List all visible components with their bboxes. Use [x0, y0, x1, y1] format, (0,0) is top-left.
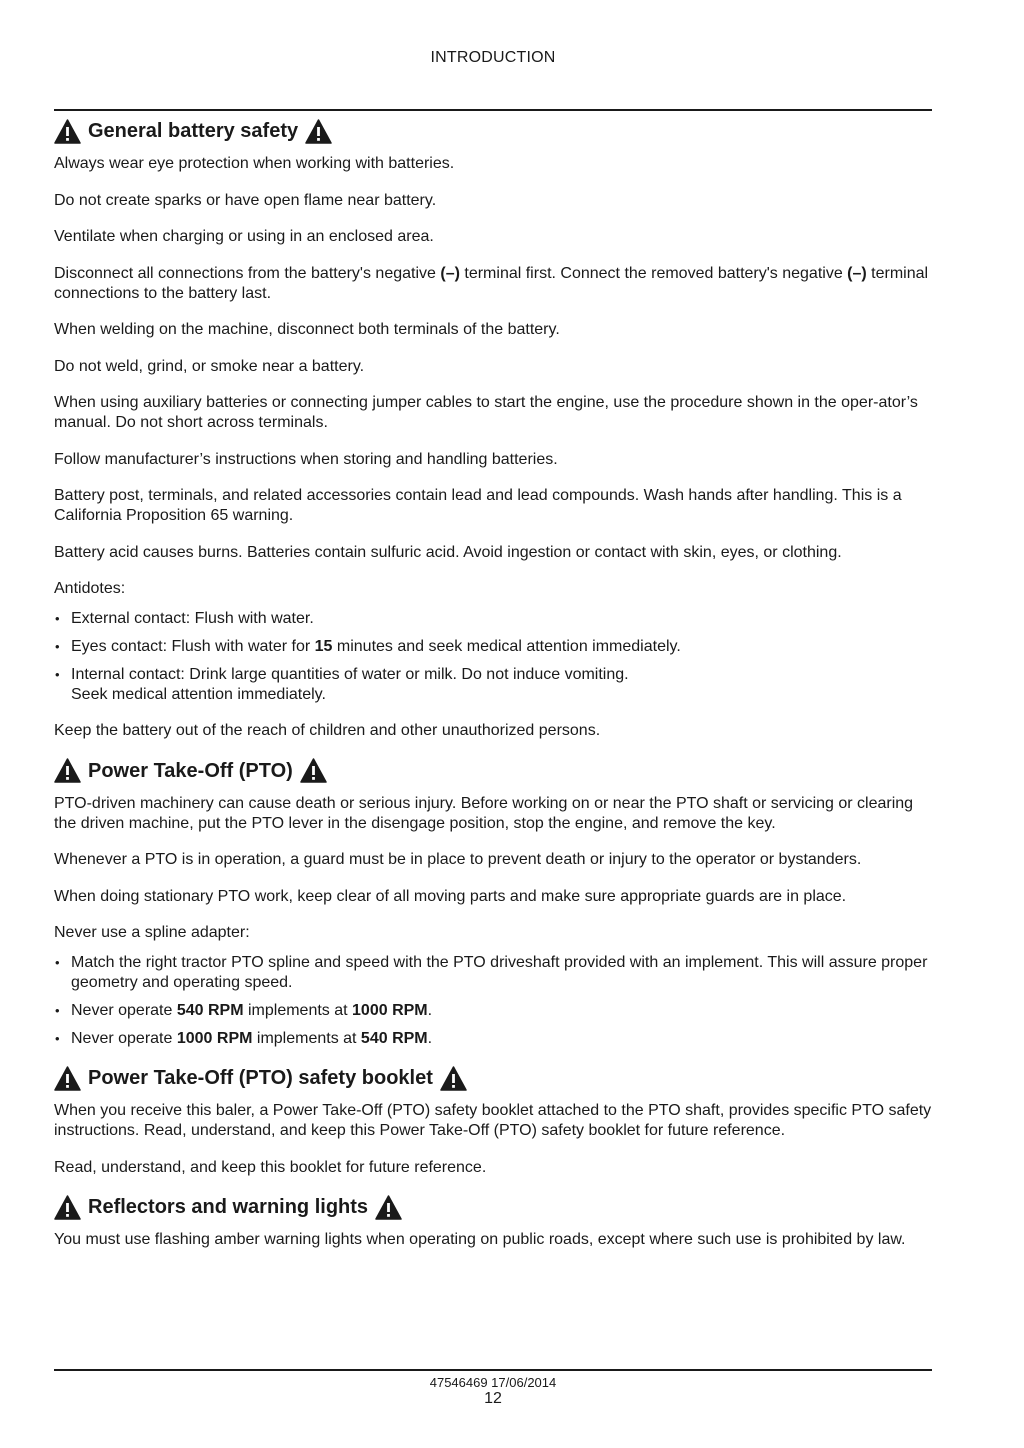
paragraph: When using auxiliary batteries or connecting jumper cables to start the engine, use the procedure shown in the oper-ator’s manual. Do not short across terminals.	[54, 394, 918, 431]
text-run: implements at	[243, 1001, 353, 1019]
section-heading	[54, 1065, 932, 1091]
text-run: .	[427, 1001, 433, 1019]
warning-triangle-icon	[54, 1066, 81, 1091]
section-heading	[54, 1194, 932, 1220]
bold-value: 540 RPM	[176, 1001, 244, 1019]
page-content	[54, 118, 932, 1267]
bold-symbol: (–)	[440, 264, 460, 282]
warning-triangle-icon	[54, 1195, 81, 1220]
paragraph: Ventilate when charging or using in an enclosed area.	[54, 228, 434, 245]
page-number: 12	[484, 1390, 502, 1407]
paragraph: Keep the battery out of the reach of children and other unauthorized persons.	[54, 722, 601, 739]
text-run: Never operate	[71, 1001, 177, 1019]
section-title: Power Take-Off (PTO) safety booklet	[88, 1067, 433, 1089]
list-item	[54, 1001, 932, 1021]
paragraph	[54, 264, 932, 304]
paragraph: Follow manufacturer’s instructions when storing and handling batteries.	[54, 450, 558, 468]
bold-value: 15	[314, 637, 333, 655]
text-run: terminal first. Connect the removed battery's negative	[459, 264, 848, 282]
paragraph: Do not weld, grind, or smoke near a battery.	[54, 357, 365, 375]
warning-triangle-icon	[300, 758, 327, 783]
warning-triangle-icon	[54, 119, 81, 144]
warning-triangle-icon	[54, 758, 81, 783]
section-title: Reflectors and warning lights	[88, 1196, 369, 1218]
paragraph: Never use a spline adapter:	[54, 924, 250, 941]
warning-triangle-icon	[305, 119, 332, 144]
header-divider	[54, 109, 932, 111]
paragraph: When welding on the machine, disconnect both terminals of the battery.	[54, 321, 560, 338]
text-run: implements at	[252, 1029, 361, 1047]
footer-divider	[54, 1369, 932, 1371]
section-heading	[54, 118, 932, 144]
section-general-battery-safety	[54, 118, 932, 741]
paragraph: You must use flashing amber warning lights when operating on public roads, except where such use is prohibited by law.	[54, 1231, 906, 1248]
section-title: General battery safety	[88, 120, 299, 142]
section-reflectors-warning-lights	[54, 1194, 932, 1250]
text-run: Never operate	[71, 1029, 177, 1047]
text-run: Seek medical attention immediately.	[71, 685, 326, 703]
antidotes-list	[54, 609, 932, 705]
section-title: Power Take-Off (PTO)	[88, 759, 293, 782]
paragraph: When doing stationary PTO work, keep clear of all moving parts and make sure appropriate guards are in place.	[54, 887, 847, 905]
list-item	[54, 665, 932, 705]
paragraph: Whenever a PTO is in operation, a guard must be in place to prevent death or injury to the operator or bystanders.	[54, 851, 862, 868]
paragraph: When you receive this baler, a Power Take-Off (PTO) safety booklet attached to the PTO shaft, provides specific PTO safety instructions. Read, understand, and keep this Power Take-Off (PTO) safety booklet for future reference.	[54, 1102, 932, 1139]
text-run: .	[427, 1029, 433, 1047]
text-run: Disconnect all connections from the battery's negative	[54, 264, 441, 282]
paragraph: Battery post, terminals, and related accessories contain lead and lead compounds. Wash hands after handling. This is a California Proposition 65 warning.	[54, 487, 902, 524]
paragraph: Do not create sparks or have open flame near battery.	[54, 191, 437, 209]
list-item: • External contact: Flush with water.	[54, 609, 932, 629]
paragraph: Battery acid causes burns. Batteries contain sulfuric acid. Avoid ingestion or contact with skin, eyes, or clothing.	[54, 543, 842, 561]
spline-adapter-list	[54, 953, 932, 1049]
paragraph: PTO-driven machinery can cause death or serious injury. Before working on or near the PTO shaft or servicing or clearing the driven machine, put the PTO lever in the disengage position, stop the engine, and remove the key.	[54, 794, 914, 832]
text-run: minutes and seek medical attention immediately.	[332, 637, 681, 655]
list-item	[54, 637, 932, 657]
text-run: Eyes contact: Flush with water for	[71, 637, 315, 655]
list-item: • Match the right tractor PTO spline and speed with the PTO driveshaft provided with an implement. This will assure proper geometry and operating speed.	[54, 953, 932, 993]
list-item	[54, 1029, 932, 1049]
bold-value: 540 RPM	[360, 1029, 428, 1047]
section-heading	[54, 758, 932, 784]
bold-value: 1000 RPM	[176, 1029, 253, 1047]
section-pto-safety-booklet	[54, 1065, 932, 1178]
text-run: Internal contact: Drink large quantities of water or milk. Do not induce vomiting.	[71, 665, 629, 683]
bold-value: 1000 RPM	[352, 1001, 428, 1019]
section-power-take-off	[54, 758, 932, 1049]
paragraph: Antidotes:	[54, 580, 126, 597]
bold-symbol: (–)	[847, 264, 867, 282]
document-code: 47546469 17/06/2014	[429, 1375, 557, 1390]
page-header-title: INTRODUCTION	[430, 49, 556, 66]
warning-triangle-icon	[440, 1066, 467, 1091]
warning-triangle-icon	[375, 1195, 402, 1220]
text-run: terminal connections to the battery last.	[54, 264, 929, 302]
paragraph: Always wear eye protection when working with batteries.	[54, 155, 455, 172]
paragraph: Read, understand, and keep this booklet for future reference.	[54, 1158, 487, 1176]
